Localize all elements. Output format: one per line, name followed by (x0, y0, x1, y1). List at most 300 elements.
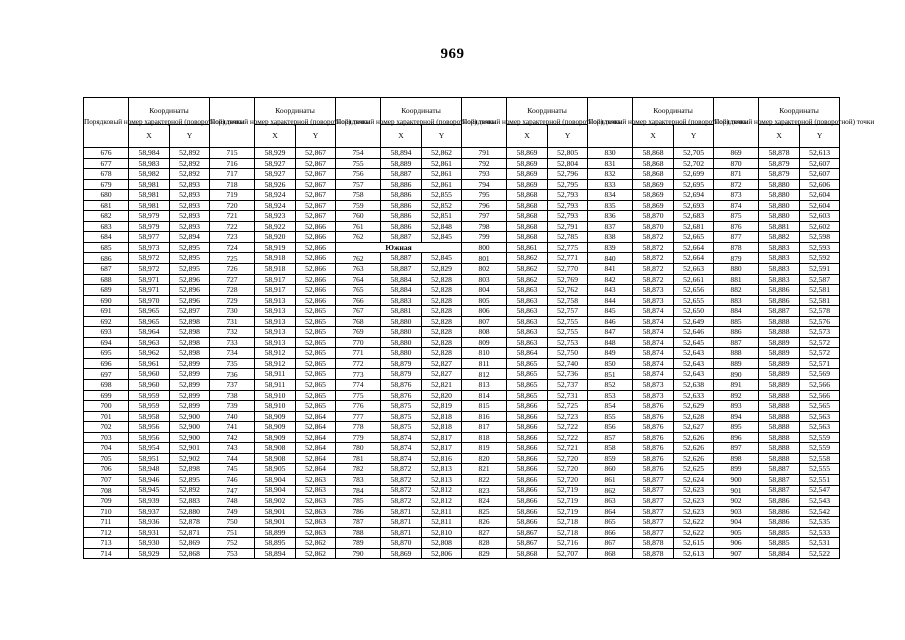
point-number-cell: 757 (336, 179, 381, 190)
point-number-cell: 731 (210, 316, 255, 327)
y-coordinate-cell: 52,683 (674, 211, 714, 222)
y-coordinate-cell: 52,899 (170, 380, 210, 391)
y-coordinate-cell: 52,899 (170, 369, 210, 380)
point-number-cell: 890 (714, 369, 759, 380)
point-number-cell: 867 (588, 538, 633, 549)
header-x: X (129, 125, 170, 148)
header-x: X (507, 125, 548, 148)
y-coordinate-cell: 52,655 (674, 295, 714, 306)
point-number-cell: 772 (336, 358, 381, 369)
x-coordinate-cell: 58,901 (255, 517, 296, 528)
table-row (84, 422, 840, 433)
y-coordinate-cell: 52,535 (800, 517, 840, 528)
point-number-cell: 870 (714, 158, 759, 169)
point-number-cell: 836 (588, 211, 633, 222)
x-coordinate-cell: 58,979 (129, 221, 170, 232)
x-coordinate-cell: 58,887 (381, 264, 422, 275)
y-coordinate-cell: 52,737 (548, 380, 588, 391)
point-number-cell: 773 (336, 369, 381, 380)
point-number-cell: 740 (210, 411, 255, 422)
x-coordinate-cell: 58,868 (507, 548, 548, 559)
y-coordinate-cell: 52,793 (548, 211, 588, 222)
y-coordinate-cell: 52,750 (548, 348, 588, 359)
x-coordinate-cell: 58,873 (633, 390, 674, 401)
point-number-cell: 832 (588, 169, 633, 180)
y-coordinate-cell: 52,828 (422, 295, 462, 306)
y-coordinate-cell: 52,896 (170, 295, 210, 306)
x-coordinate-cell: 58,909 (255, 411, 296, 422)
point-number-cell: 862 (588, 485, 633, 496)
y-coordinate-cell: 52,818 (422, 422, 462, 433)
point-number-cell: 699 (84, 390, 129, 401)
y-coordinate-cell: 52,848 (422, 221, 462, 232)
x-coordinate-cell: 58,872 (381, 496, 422, 507)
point-number-cell: 775 (336, 390, 381, 401)
point-number-cell: 762 (336, 253, 381, 264)
y-coordinate-cell: 52,893 (170, 221, 210, 232)
y-coordinate-cell: 52,818 (422, 411, 462, 422)
y-coordinate-cell: 52,572 (800, 337, 840, 348)
y-coordinate-cell: 52,661 (674, 274, 714, 285)
point-number-cell: 700 (84, 401, 129, 412)
x-coordinate-cell: 58,887 (381, 232, 422, 243)
point-number-cell: 789 (336, 538, 381, 549)
x-coordinate-cell: 58,894 (381, 148, 422, 159)
x-coordinate-cell: 58,887 (381, 253, 422, 264)
point-number-cell: 822 (462, 474, 507, 485)
point-number-cell: 831 (588, 158, 633, 169)
point-number-cell: 765 (336, 285, 381, 296)
y-coordinate-cell: 52,899 (170, 401, 210, 412)
table-row (84, 264, 840, 275)
x-coordinate-cell: 58,876 (633, 453, 674, 464)
point-number-cell: 814 (462, 390, 507, 401)
table-row (84, 158, 840, 169)
point-number-cell: 801 (462, 253, 507, 264)
y-coordinate-cell: 52,828 (422, 337, 462, 348)
y-coordinate-cell: 52,542 (800, 506, 840, 517)
coordinates-table (83, 97, 875, 559)
y-coordinate-cell: 52,665 (674, 232, 714, 243)
point-number-cell: 835 (588, 200, 633, 211)
y-coordinate-cell: 52,643 (674, 348, 714, 359)
point-number-cell: 694 (84, 337, 129, 348)
point-number-cell: 798 (462, 221, 507, 232)
y-coordinate-cell: 52,866 (296, 232, 336, 243)
point-number-cell: 780 (336, 443, 381, 454)
x-coordinate-cell: 58,872 (633, 264, 674, 275)
table-row (84, 464, 840, 475)
point-number-cell: 871 (714, 169, 759, 180)
point-number-cell: 738 (210, 390, 255, 401)
y-coordinate-cell: 52,581 (800, 295, 840, 306)
point-number-cell: 744 (210, 453, 255, 464)
y-coordinate-cell: 52,817 (422, 443, 462, 454)
point-number-cell: 802 (462, 264, 507, 275)
x-coordinate-cell: 58,887 (759, 464, 800, 475)
point-number-cell: 896 (714, 432, 759, 443)
y-coordinate-cell: 52,900 (170, 411, 210, 422)
header-point-number: Порядковый номер характерной (поворотной) точки (462, 98, 507, 148)
x-coordinate-cell: 58,865 (507, 369, 548, 380)
point-number-cell: 875 (714, 211, 759, 222)
x-coordinate-cell: 58,884 (381, 285, 422, 296)
x-coordinate-cell: 58,874 (381, 432, 422, 443)
x-coordinate-cell: 58,917 (255, 285, 296, 296)
point-number-cell: 837 (588, 221, 633, 232)
point-number-cell: 851 (588, 369, 633, 380)
x-coordinate-cell: 58,876 (633, 464, 674, 475)
y-coordinate-cell: 52,864 (296, 432, 336, 443)
point-number-cell: 865 (588, 517, 633, 528)
y-coordinate-cell: 52,566 (800, 380, 840, 391)
y-coordinate-cell: 52,871 (170, 527, 210, 538)
x-coordinate-cell: 58,878 (759, 148, 800, 159)
x-coordinate-cell: 58,881 (759, 221, 800, 232)
point-number-cell: 732 (210, 327, 255, 338)
table-header (84, 98, 875, 148)
point-number-cell: 710 (84, 506, 129, 517)
table-row (84, 474, 840, 485)
x-coordinate-cell: 58,878 (633, 548, 674, 559)
point-number-cell: 882 (714, 285, 759, 296)
x-coordinate-cell: 58,888 (759, 453, 800, 464)
point-number-cell: 810 (462, 348, 507, 359)
y-coordinate-cell: 52,769 (548, 274, 588, 285)
x-coordinate-cell: 58,876 (633, 432, 674, 443)
x-coordinate-cell: 58,927 (255, 169, 296, 180)
point-number-cell: 758 (336, 190, 381, 201)
table-row (84, 169, 840, 180)
table-row (84, 148, 840, 159)
x-coordinate-cell: 58,865 (507, 380, 548, 391)
x-coordinate-cell: 58,862 (507, 264, 548, 275)
point-number-cell: 893 (714, 401, 759, 412)
y-coordinate-cell: 52,758 (548, 295, 588, 306)
point-number-cell: 853 (588, 390, 633, 401)
y-coordinate-cell: 52,551 (800, 474, 840, 485)
x-coordinate-cell: 58,863 (507, 285, 548, 296)
point-number-cell: 892 (714, 390, 759, 401)
point-number-cell: 815 (462, 401, 507, 412)
table-row (84, 232, 840, 243)
point-number-cell: 701 (84, 411, 129, 422)
point-number-cell: 696 (84, 358, 129, 369)
point-number-cell: 782 (336, 464, 381, 475)
x-coordinate-cell: 58,888 (759, 411, 800, 422)
table-row (84, 337, 840, 348)
y-coordinate-cell: 52,867 (296, 211, 336, 222)
y-coordinate-cell: 52,533 (800, 527, 840, 538)
x-coordinate-cell: 58,929 (129, 548, 170, 559)
y-coordinate-cell: 52,812 (422, 485, 462, 496)
y-coordinate-cell: 52,723 (548, 411, 588, 422)
point-number-cell: 907 (714, 548, 759, 559)
point-number-cell: 825 (462, 506, 507, 517)
point-number-cell: 690 (84, 295, 129, 306)
y-coordinate-cell: 52,895 (170, 242, 210, 253)
y-coordinate-cell: 52,821 (422, 380, 462, 391)
y-coordinate-cell: 52,813 (422, 474, 462, 485)
point-number-cell: 689 (84, 285, 129, 296)
x-coordinate-cell: 58,937 (129, 506, 170, 517)
y-coordinate-cell: 52,866 (296, 253, 336, 264)
point-number-cell: 676 (84, 148, 129, 159)
y-coordinate-cell: 52,894 (170, 232, 210, 243)
y-coordinate-cell: 52,603 (800, 211, 840, 222)
y-coordinate-cell: 52,862 (296, 538, 336, 549)
x-coordinate-cell: 58,868 (633, 158, 674, 169)
y-coordinate-cell: 52,656 (674, 285, 714, 296)
y-coordinate-cell: 52,623 (674, 485, 714, 496)
x-coordinate-cell: 58,867 (507, 527, 548, 538)
y-coordinate-cell: 52,664 (674, 242, 714, 253)
point-number-cell: 733 (210, 337, 255, 348)
y-coordinate-cell: 52,643 (674, 358, 714, 369)
x-coordinate-cell: 58,874 (633, 306, 674, 317)
x-coordinate-cell: 58,869 (381, 548, 422, 559)
point-number-cell: 784 (336, 485, 381, 496)
point-number-cell: 786 (336, 506, 381, 517)
y-coordinate-cell: 52,719 (548, 496, 588, 507)
table-row (84, 316, 840, 327)
y-coordinate-cell: 52,899 (170, 358, 210, 369)
x-coordinate-cell: 58,951 (129, 453, 170, 464)
x-coordinate-cell: 58,910 (255, 401, 296, 412)
x-coordinate-cell: 58,889 (759, 337, 800, 348)
header-y: Y (422, 125, 462, 148)
x-coordinate-cell: 58,920 (255, 232, 296, 243)
x-coordinate-cell: 58,888 (759, 422, 800, 433)
x-coordinate-cell: 58,877 (633, 517, 674, 528)
y-coordinate-cell: 52,770 (548, 264, 588, 275)
point-number-cell: 878 (714, 242, 759, 253)
x-coordinate-cell: 58,869 (507, 169, 548, 180)
x-coordinate-cell: 58,871 (381, 506, 422, 517)
point-number-cell: 905 (714, 527, 759, 538)
point-number-cell: 687 (84, 264, 129, 275)
y-coordinate-cell: 52,819 (422, 401, 462, 412)
point-number-cell: 742 (210, 432, 255, 443)
point-number-cell: 800 (462, 242, 507, 253)
x-coordinate-cell: 58,866 (507, 474, 548, 485)
point-number-cell: 900 (714, 474, 759, 485)
x-coordinate-cell: 58,917 (255, 274, 296, 285)
header-coordinates: Координаты (507, 98, 588, 125)
y-coordinate-cell: 52,863 (296, 506, 336, 517)
x-coordinate-cell: 58,909 (255, 422, 296, 433)
x-coordinate-cell: 58,888 (759, 432, 800, 443)
y-coordinate-cell: 52,864 (296, 464, 336, 475)
point-number-cell: 846 (588, 316, 633, 327)
point-number-cell: 854 (588, 401, 633, 412)
y-coordinate-cell: 52,604 (800, 200, 840, 211)
x-coordinate-cell: 58,924 (255, 190, 296, 201)
x-coordinate-cell: 58,894 (255, 548, 296, 559)
point-number-cell: 845 (588, 306, 633, 317)
point-number-cell: 755 (336, 158, 381, 169)
x-coordinate-cell: 58,887 (759, 474, 800, 485)
y-coordinate-cell: 52,901 (170, 443, 210, 454)
point-number-cell: 762 (336, 232, 381, 243)
x-coordinate-cell: 58,972 (129, 253, 170, 264)
y-coordinate-cell: 52,565 (800, 401, 840, 412)
point-number-cell: 754 (336, 148, 381, 159)
x-coordinate-cell: 58,863 (507, 316, 548, 327)
y-coordinate-cell: 52,569 (800, 369, 840, 380)
y-coordinate-cell: 52,897 (170, 306, 210, 317)
point-number-cell: 844 (588, 295, 633, 306)
table-row (84, 401, 840, 412)
point-number-cell: 842 (588, 274, 633, 285)
x-coordinate-cell: 58,874 (633, 327, 674, 338)
x-coordinate-cell: 58,929 (255, 148, 296, 159)
point-number-cell: 803 (462, 274, 507, 285)
point-number-cell: 859 (588, 453, 633, 464)
x-coordinate-cell: 58,919 (255, 242, 296, 253)
y-coordinate-cell: 52,622 (674, 527, 714, 538)
x-coordinate-cell: 58,874 (633, 369, 674, 380)
x-coordinate-cell: 58,904 (255, 474, 296, 485)
y-coordinate-cell: 52,893 (170, 211, 210, 222)
point-number-cell: 812 (462, 369, 507, 380)
point-number-cell: 829 (462, 548, 507, 559)
x-coordinate-cell: 58,869 (633, 190, 674, 201)
x-coordinate-cell: 58,923 (255, 211, 296, 222)
x-coordinate-cell: 58,912 (255, 358, 296, 369)
y-coordinate-cell: 52,898 (170, 464, 210, 475)
x-coordinate-cell: 58,888 (759, 401, 800, 412)
point-number-cell: 873 (714, 190, 759, 201)
x-coordinate-cell: 58,930 (129, 538, 170, 549)
x-coordinate-cell: 58,877 (633, 496, 674, 507)
point-number-cell: 753 (210, 548, 255, 559)
y-coordinate-cell: 52,626 (674, 443, 714, 454)
point-number-cell: 849 (588, 348, 633, 359)
x-coordinate-cell: 58,948 (129, 464, 170, 475)
y-coordinate-cell: 52,896 (170, 274, 210, 285)
point-number-cell: 817 (462, 422, 507, 433)
y-coordinate-cell: 52,883 (170, 496, 210, 507)
x-coordinate-cell: 58,922 (255, 221, 296, 232)
x-coordinate-cell: 58,862 (507, 253, 548, 264)
point-number-cell: 847 (588, 327, 633, 338)
y-coordinate-cell: 52,719 (548, 485, 588, 496)
table-row (84, 506, 840, 517)
x-coordinate-cell: 58,868 (507, 221, 548, 232)
point-number-cell: 741 (210, 422, 255, 433)
y-coordinate-cell: 52,755 (548, 327, 588, 338)
point-number-cell: 730 (210, 306, 255, 317)
point-number-cell: 678 (84, 169, 129, 180)
point-number-cell: 724 (210, 242, 255, 253)
x-coordinate-cell: 58,879 (759, 158, 800, 169)
x-coordinate-cell: 58,880 (759, 211, 800, 222)
x-coordinate-cell: 58,946 (129, 474, 170, 485)
point-number-cell: 902 (714, 496, 759, 507)
x-coordinate-cell: 58,912 (255, 348, 296, 359)
point-number-cell: 855 (588, 411, 633, 422)
table-row (84, 295, 840, 306)
x-coordinate-cell: 58,878 (633, 538, 674, 549)
point-number-cell: 841 (588, 264, 633, 275)
header-point-number: Порядковый номер характерной (поворотной) точки (588, 98, 633, 148)
x-coordinate-cell: 58,983 (129, 158, 170, 169)
point-number-cell: 876 (714, 221, 759, 232)
y-coordinate-cell: 52,591 (800, 264, 840, 275)
y-coordinate-cell: 52,604 (800, 190, 840, 201)
x-coordinate-cell: 58,870 (633, 221, 674, 232)
table-row (84, 179, 840, 190)
x-coordinate-cell: 58,886 (381, 179, 422, 190)
header-y: Y (800, 125, 840, 148)
header-coordinates: Координаты (381, 98, 462, 125)
y-coordinate-cell: 52,625 (674, 464, 714, 475)
y-coordinate-cell: 52,851 (422, 211, 462, 222)
point-number-cell: 894 (714, 411, 759, 422)
y-coordinate-cell: 52,607 (800, 169, 840, 180)
y-coordinate-cell: 52,613 (800, 148, 840, 159)
x-coordinate-cell: 58,911 (255, 369, 296, 380)
y-coordinate-cell: 52,699 (674, 169, 714, 180)
y-coordinate-cell: 52,827 (422, 369, 462, 380)
y-coordinate-cell: 52,866 (296, 295, 336, 306)
y-coordinate-cell: 52,547 (800, 485, 840, 496)
point-number-cell: 727 (210, 274, 255, 285)
y-coordinate-cell: 52,893 (170, 190, 210, 201)
y-coordinate-cell: 52,867 (296, 200, 336, 211)
point-number-cell: 680 (84, 190, 129, 201)
x-coordinate-cell: 58,889 (759, 358, 800, 369)
table-row (84, 348, 840, 359)
x-coordinate-cell: 58,895 (255, 538, 296, 549)
x-coordinate-cell: 58,959 (129, 401, 170, 412)
point-number-cell: 679 (84, 179, 129, 190)
x-coordinate-cell: 58,868 (507, 211, 548, 222)
point-number-cell: 795 (462, 190, 507, 201)
x-coordinate-cell: 58,872 (381, 485, 422, 496)
point-number-cell: 824 (462, 496, 507, 507)
y-coordinate-cell: 52,622 (674, 517, 714, 528)
table-row (84, 380, 840, 391)
point-number-cell: 711 (84, 517, 129, 528)
x-coordinate-cell: 58,876 (381, 380, 422, 391)
x-coordinate-cell: 58,872 (381, 464, 422, 475)
x-coordinate-cell: 58,965 (129, 306, 170, 317)
point-number-cell: 805 (462, 295, 507, 306)
x-coordinate-cell: 58,876 (633, 401, 674, 412)
y-coordinate-cell: 52,867 (296, 190, 336, 201)
y-coordinate-cell: 52,902 (170, 453, 210, 464)
x-coordinate-cell: 58,865 (507, 390, 548, 401)
y-coordinate-cell: 52,645 (674, 337, 714, 348)
point-number-cell: 684 (84, 232, 129, 243)
point-number-cell: 719 (210, 190, 255, 201)
point-number-cell: 695 (84, 348, 129, 359)
y-coordinate-cell: 52,852 (422, 200, 462, 211)
x-coordinate-cell: 58,886 (759, 496, 800, 507)
x-coordinate-cell: 58,871 (381, 527, 422, 538)
y-coordinate-cell: 52,865 (296, 306, 336, 317)
x-coordinate-cell: 58,908 (255, 453, 296, 464)
table-row (84, 517, 840, 528)
point-number-cell: 707 (84, 474, 129, 485)
x-coordinate-cell: 58,904 (255, 485, 296, 496)
y-coordinate-cell: 52,900 (170, 432, 210, 443)
x-coordinate-cell: 58,899 (255, 527, 296, 538)
point-number-cell: 877 (714, 232, 759, 243)
point-number-cell: 764 (336, 274, 381, 285)
